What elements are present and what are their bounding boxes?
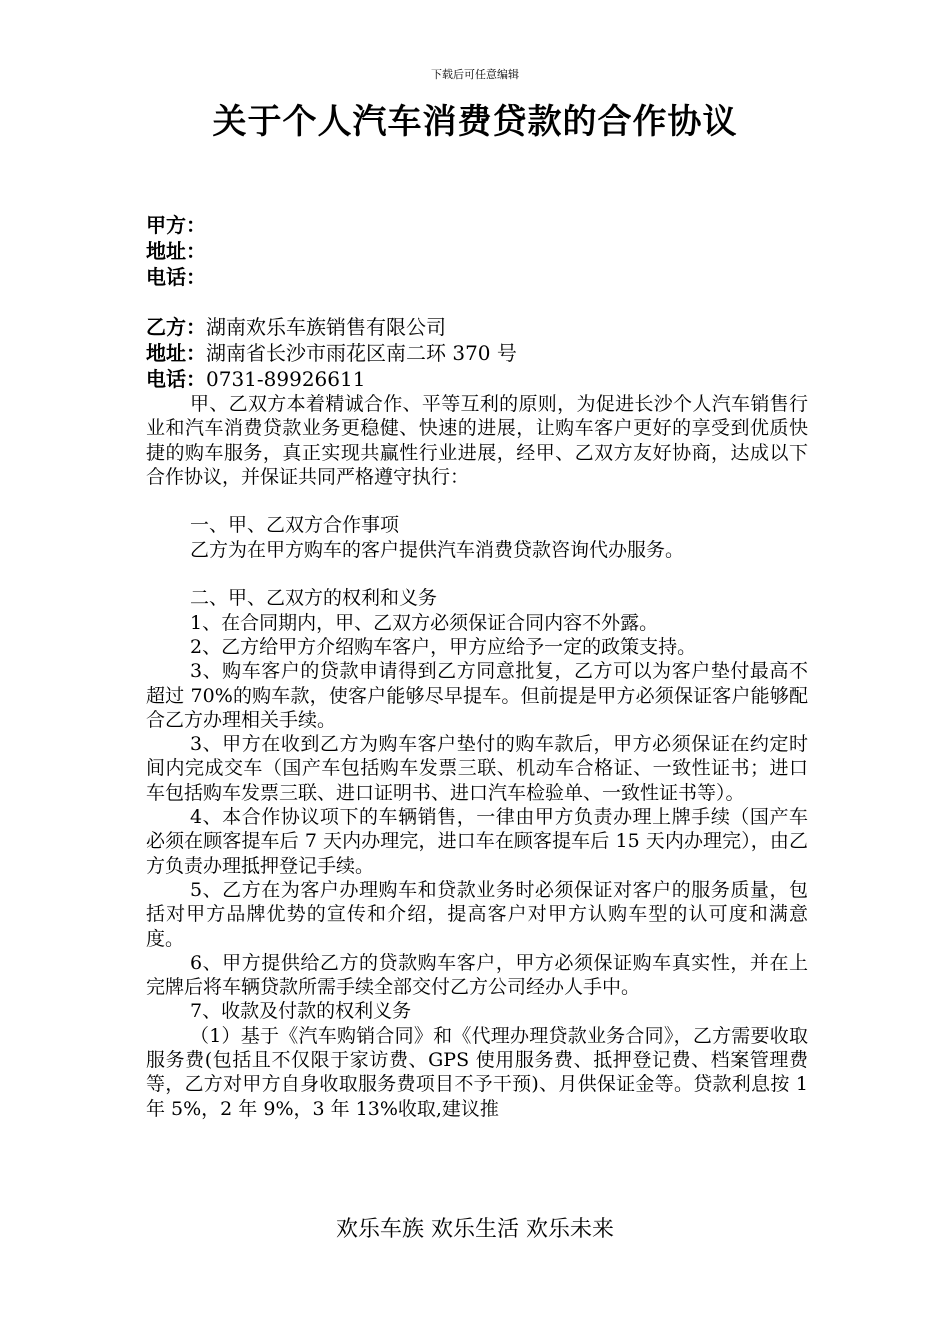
section-1-heading: 一、甲、乙双方合作事项 xyxy=(190,514,400,537)
footer-slogan: 欢乐车族 欢乐生活 欢乐未来 xyxy=(336,1217,614,1242)
party-b-phone: 0731-89926611 xyxy=(206,367,366,391)
clause-item: 3、甲方在收到乙方为购车客户垫付的购车款后，甲方必须保证在约定时间内完成交车（国产车包括购车发票三联、机动车合格证、一致性证书；进口车包括购车发票三联、进口证明书、进口汽车检验单、一致性证书等）。 xyxy=(146,733,808,804)
header-note: 下载后可任意编辑 xyxy=(431,68,519,81)
section-1-text: 乙方为在甲方购车的客户提供汽车消费贷款咨询代办服务。 xyxy=(190,538,685,561)
clause-item: 7、收款及付款的权利义务 xyxy=(190,1000,412,1023)
document-title: 关于个人汽车消费贷款的合作协议 xyxy=(212,102,738,142)
party-b-phone-label: 电话： xyxy=(146,367,206,391)
party-b-address-label: 地址： xyxy=(146,341,206,365)
party-b-address: 湖南省长沙市雨花区南二环 370 号 xyxy=(206,341,517,365)
party-a-phone-label: 电话： xyxy=(146,265,206,289)
agreement-body xyxy=(146,392,808,1121)
clause-item: 5、乙方在为客户办理购车和贷款业务时必须保证对客户的服务质量，包括对甲方品牌优势的宣传和介绍，提高客户对甲方认购车型的认可度和满意度。 xyxy=(146,878,808,950)
clause-item: （1）基于《汽车购销合同》和《代理办理贷款业务合同》，乙方需要收取服务费(包括且不仅限于家访费、GPS 使用服务费、抵押登记费、档案管理费等，乙方对甲方自身收取服务费项目不予干预)、月供保证金等。贷款利息按 1 年 5%，2 年 9%，3 年 13%收取,建议推 xyxy=(146,1024,808,1120)
spacer xyxy=(146,562,808,586)
section-2-heading: 二、甲、乙双方的权利和义务 xyxy=(190,587,438,610)
clause-item: 2、乙方给甲方介绍购车客户，甲方应给予一定的政策支持。 xyxy=(190,635,697,658)
clause-item: 4、本合作协议项下的车辆销售，一律由甲方负责办理上牌手续（国产车必须在顾客提车后 7 天内办理完，进口车在顾客提车后 15 天内办理完），由乙方负责办理抵押登记手续。 xyxy=(146,806,808,877)
party-b-block xyxy=(146,314,517,392)
party-a-address-label: 地址： xyxy=(146,239,206,263)
party-b-name-label: 乙方： xyxy=(146,315,206,339)
party-b-name: 湖南欢乐车族销售有限公司 xyxy=(206,315,446,339)
party-b-phone-row xyxy=(146,366,517,392)
party-a-block xyxy=(146,212,206,290)
party-a-name-label: 甲方： xyxy=(146,213,206,237)
clause-item: 3、购车客户的贷款申请得到乙方同意批复，乙方可以为客户垫付最高不超过 70%的购车款，使客户能够尽早提车。但前提是甲方必须保证客户能够配合乙方办理相关手续。 xyxy=(146,660,808,731)
spacer xyxy=(146,489,808,513)
clause-item: 1、在合同期内，甲、乙双方必须保证合同内容不外露。 xyxy=(190,611,659,634)
clause-item: 6、甲方提供给乙方的贷款购车客户，甲方必须保证购车真实性，并在上完牌后将车辆贷款所需手续全部交付乙方公司经办人手中。 xyxy=(146,951,808,999)
party-b-name-row xyxy=(146,314,517,340)
party-b-address-row xyxy=(146,340,517,366)
intro-paragraph: 甲、乙双方本着精诚合作、平等互利的原则，为促进长沙个人汽车销售行业和汽车消费贷款业务更稳健、快速的进展，让购车客户更好的享受到优质快捷的购车服务，真正实现共赢性行业进展，经甲、乙双方友好协商，达成以下合作协议，并保证共同严格遵守执行： xyxy=(146,393,808,488)
